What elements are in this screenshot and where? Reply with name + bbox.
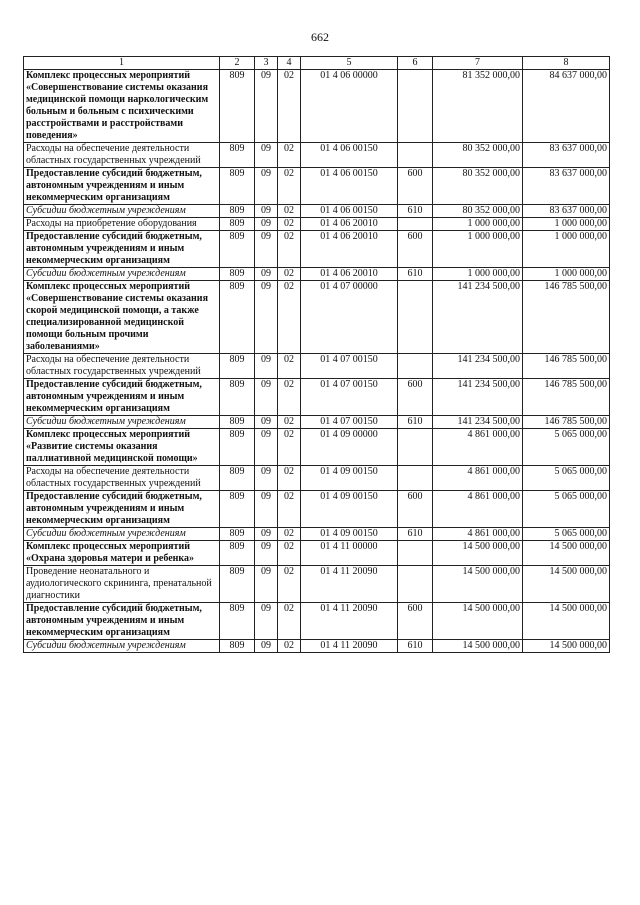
table-row xyxy=(24,603,610,640)
expense-type-cell: 610 xyxy=(398,640,433,653)
expense-name-cell: Расходы на приобретение оборудования xyxy=(24,218,220,231)
expense-name-cell: Субсидии бюджетным учреждениям xyxy=(24,268,220,281)
amount-year1-cell: 141 234 500,00 xyxy=(433,379,523,416)
section-code-cell: 09 xyxy=(255,70,278,143)
section-code-cell: 09 xyxy=(255,466,278,491)
amount-year2-cell: 84 637 000,00 xyxy=(523,70,610,143)
ministry-code-cell: 809 xyxy=(220,416,255,429)
section-code-cell: 09 xyxy=(255,268,278,281)
section-code-cell: 09 xyxy=(255,205,278,218)
subsection-code-cell: 02 xyxy=(278,541,301,566)
section-code-cell: 09 xyxy=(255,416,278,429)
section-code-cell: 09 xyxy=(255,541,278,566)
subsection-code-cell: 02 xyxy=(278,218,301,231)
amount-year2-cell: 1 000 000,00 xyxy=(523,231,610,268)
subsection-code-cell: 02 xyxy=(278,379,301,416)
ministry-code-cell: 809 xyxy=(220,541,255,566)
expense-type-cell xyxy=(398,429,433,466)
expense-name-cell: Предоставление субсидий бюджетным, автономным учреждениям и иным некоммерческим организациям xyxy=(24,168,220,205)
amount-year1-cell: 4 861 000,00 xyxy=(433,429,523,466)
section-code-cell: 09 xyxy=(255,528,278,541)
subsection-code-cell: 02 xyxy=(278,640,301,653)
expense-type-cell: 600 xyxy=(398,603,433,640)
subsection-code-cell: 02 xyxy=(278,70,301,143)
ministry-code-cell: 809 xyxy=(220,231,255,268)
expense-name-cell: Комплекс процессных мероприятий «Развитие системы оказания паллиативной медицинской помощи» xyxy=(24,429,220,466)
expense-name-cell: Субсидии бюджетным учреждениям xyxy=(24,205,220,218)
amount-year1-cell: 4 861 000,00 xyxy=(433,491,523,528)
section-code-cell: 09 xyxy=(255,281,278,354)
amount-year2-cell: 1 000 000,00 xyxy=(523,218,610,231)
expense-name-cell: Проведение неонатального и аудиологического скрининга, пренатальной диагностики xyxy=(24,566,220,603)
section-code-cell: 09 xyxy=(255,354,278,379)
column-header: 1 xyxy=(24,57,220,70)
subsection-code-cell: 02 xyxy=(278,143,301,168)
subsection-code-cell: 02 xyxy=(278,281,301,354)
table-row xyxy=(24,541,610,566)
ministry-code-cell: 809 xyxy=(220,491,255,528)
ministry-code-cell: 809 xyxy=(220,466,255,491)
column-header: 5 xyxy=(301,57,398,70)
amount-year2-cell: 83 637 000,00 xyxy=(523,205,610,218)
amount-year2-cell: 1 000 000,00 xyxy=(523,268,610,281)
table-row xyxy=(24,281,610,354)
subsection-code-cell: 02 xyxy=(278,354,301,379)
ministry-code-cell: 809 xyxy=(220,429,255,466)
ministry-code-cell: 809 xyxy=(220,640,255,653)
section-code-cell: 09 xyxy=(255,603,278,640)
ministry-code-cell: 809 xyxy=(220,218,255,231)
column-header: 6 xyxy=(398,57,433,70)
table-row xyxy=(24,640,610,653)
subsection-code-cell: 02 xyxy=(278,566,301,603)
target-article-cell: 01 4 11 00000 xyxy=(301,541,398,566)
expense-type-cell xyxy=(398,354,433,379)
expense-name-cell: Предоставление субсидий бюджетным, автономным учреждениям и иным некоммерческим организациям xyxy=(24,491,220,528)
ministry-code-cell: 809 xyxy=(220,168,255,205)
target-article-cell: 01 4 07 00150 xyxy=(301,379,398,416)
target-article-cell: 01 4 09 00000 xyxy=(301,429,398,466)
subsection-code-cell: 02 xyxy=(278,466,301,491)
expense-name-cell: Субсидии бюджетным учреждениям xyxy=(24,640,220,653)
expense-type-cell xyxy=(398,541,433,566)
table-body xyxy=(24,70,610,653)
target-article-cell: 01 4 07 00150 xyxy=(301,354,398,379)
expense-type-cell xyxy=(398,143,433,168)
expense-type-cell: 610 xyxy=(398,528,433,541)
amount-year2-cell: 5 065 000,00 xyxy=(523,466,610,491)
amount-year1-cell: 4 861 000,00 xyxy=(433,528,523,541)
subsection-code-cell: 02 xyxy=(278,205,301,218)
table-row xyxy=(24,354,610,379)
section-code-cell: 09 xyxy=(255,429,278,466)
expense-name-cell: Предоставление субсидий бюджетным, автономным учреждениям и иным некоммерческим организациям xyxy=(24,379,220,416)
target-article-cell: 01 4 09 00150 xyxy=(301,528,398,541)
expense-type-cell: 610 xyxy=(398,268,433,281)
amount-year2-cell: 14 500 000,00 xyxy=(523,603,610,640)
table-row xyxy=(24,379,610,416)
section-code-cell: 09 xyxy=(255,168,278,205)
ministry-code-cell: 809 xyxy=(220,205,255,218)
expense-type-cell: 600 xyxy=(398,231,433,268)
target-article-cell: 01 4 07 00000 xyxy=(301,281,398,354)
column-numbers-row xyxy=(24,57,610,70)
column-header: 4 xyxy=(278,57,301,70)
amount-year2-cell: 146 785 500,00 xyxy=(523,354,610,379)
page-number: 662 xyxy=(311,30,329,44)
subsection-code-cell: 02 xyxy=(278,429,301,466)
amount-year2-cell: 14 500 000,00 xyxy=(523,640,610,653)
expense-name-cell: Расходы на обеспечение деятельности областных государственных учреждений xyxy=(24,143,220,168)
ministry-code-cell: 809 xyxy=(220,281,255,354)
ministry-code-cell: 809 xyxy=(220,528,255,541)
target-article-cell: 01 4 07 00150 xyxy=(301,416,398,429)
amount-year1-cell: 80 352 000,00 xyxy=(433,205,523,218)
target-article-cell: 01 4 06 00150 xyxy=(301,168,398,205)
expense-type-cell xyxy=(398,566,433,603)
amount-year1-cell: 1 000 000,00 xyxy=(433,268,523,281)
amount-year2-cell: 5 065 000,00 xyxy=(523,491,610,528)
expense-type-cell: 610 xyxy=(398,416,433,429)
section-code-cell: 09 xyxy=(255,143,278,168)
table-row xyxy=(24,429,610,466)
amount-year1-cell: 14 500 000,00 xyxy=(433,640,523,653)
column-header: 7 xyxy=(433,57,523,70)
table-row xyxy=(24,70,610,143)
section-code-cell: 09 xyxy=(255,566,278,603)
table-row xyxy=(24,168,610,205)
amount-year1-cell: 4 861 000,00 xyxy=(433,466,523,491)
ministry-code-cell: 809 xyxy=(220,379,255,416)
section-code-cell: 09 xyxy=(255,218,278,231)
amount-year2-cell: 83 637 000,00 xyxy=(523,143,610,168)
ministry-code-cell: 809 xyxy=(220,603,255,640)
expense-type-cell: 600 xyxy=(398,379,433,416)
amount-year2-cell: 14 500 000,00 xyxy=(523,566,610,603)
ministry-code-cell: 809 xyxy=(220,268,255,281)
amount-year2-cell: 5 065 000,00 xyxy=(523,528,610,541)
subsection-code-cell: 02 xyxy=(278,491,301,528)
expense-name-cell: Комплекс процессных мероприятий «Совершенствование системы оказания медицинской помощи наркологическим больным и больным с психическими расстройствами и расстройствами поведения» xyxy=(24,70,220,143)
amount-year1-cell: 80 352 000,00 xyxy=(433,143,523,168)
column-header: 2 xyxy=(220,57,255,70)
target-article-cell: 01 4 06 00150 xyxy=(301,143,398,168)
expense-name-cell: Комплекс процессных мероприятий «Охрана здоровья матери и ребенка» xyxy=(24,541,220,566)
target-article-cell: 01 4 09 00150 xyxy=(301,491,398,528)
expense-name-cell: Комплекс процессных мероприятий «Совершенствование системы оказания скорой медицинской помощи, а также специализированной медицинской помощи больным прочими заболеваниями» xyxy=(24,281,220,354)
table-row xyxy=(24,268,610,281)
amount-year2-cell: 5 065 000,00 xyxy=(523,429,610,466)
expense-type-cell xyxy=(398,218,433,231)
subsection-code-cell: 02 xyxy=(278,603,301,640)
target-article-cell: 01 4 11 20090 xyxy=(301,603,398,640)
expense-name-cell: Субсидии бюджетным учреждениям xyxy=(24,528,220,541)
table-row xyxy=(24,218,610,231)
amount-year1-cell: 80 352 000,00 xyxy=(433,168,523,205)
amount-year1-cell: 14 500 000,00 xyxy=(433,566,523,603)
expense-type-cell: 600 xyxy=(398,491,433,528)
ministry-code-cell: 809 xyxy=(220,143,255,168)
ministry-code-cell: 809 xyxy=(220,566,255,603)
subsection-code-cell: 02 xyxy=(278,268,301,281)
amount-year2-cell: 83 637 000,00 xyxy=(523,168,610,205)
subsection-code-cell: 02 xyxy=(278,528,301,541)
target-article-cell: 01 4 11 20090 xyxy=(301,640,398,653)
amount-year1-cell: 141 234 500,00 xyxy=(433,281,523,354)
expense-type-cell: 610 xyxy=(398,205,433,218)
amount-year1-cell: 1 000 000,00 xyxy=(433,231,523,268)
amount-year1-cell: 14 500 000,00 xyxy=(433,603,523,640)
amount-year2-cell: 146 785 500,00 xyxy=(523,416,610,429)
expense-name-cell: Расходы на обеспечение деятельности областных государственных учреждений xyxy=(24,466,220,491)
amount-year1-cell: 81 352 000,00 xyxy=(433,70,523,143)
target-article-cell: 01 4 06 20010 xyxy=(301,268,398,281)
section-code-cell: 09 xyxy=(255,379,278,416)
section-code-cell: 09 xyxy=(255,491,278,528)
ministry-code-cell: 809 xyxy=(220,354,255,379)
amount-year1-cell: 141 234 500,00 xyxy=(433,354,523,379)
target-article-cell: 01 4 11 20090 xyxy=(301,566,398,603)
subsection-code-cell: 02 xyxy=(278,231,301,268)
target-article-cell: 01 4 06 00150 xyxy=(301,205,398,218)
expense-name-cell: Расходы на обеспечение деятельности областных государственных учреждений xyxy=(24,354,220,379)
target-article-cell: 01 4 06 20010 xyxy=(301,231,398,268)
expense-type-cell: 600 xyxy=(398,168,433,205)
section-code-cell: 09 xyxy=(255,231,278,268)
ministry-code-cell: 809 xyxy=(220,70,255,143)
target-article-cell: 01 4 09 00150 xyxy=(301,466,398,491)
subsection-code-cell: 02 xyxy=(278,416,301,429)
column-header: 3 xyxy=(255,57,278,70)
expense-name-cell: Субсидии бюджетным учреждениям xyxy=(24,416,220,429)
expense-type-cell xyxy=(398,466,433,491)
amount-year1-cell: 1 000 000,00 xyxy=(433,218,523,231)
expense-type-cell xyxy=(398,70,433,143)
table-row xyxy=(24,491,610,528)
expense-name-cell: Предоставление субсидий бюджетным, автономным учреждениям и иным некоммерческим организациям xyxy=(24,603,220,640)
table-row xyxy=(24,205,610,218)
amount-year2-cell: 146 785 500,00 xyxy=(523,281,610,354)
table-row xyxy=(24,231,610,268)
target-article-cell: 01 4 06 20010 xyxy=(301,218,398,231)
table-row xyxy=(24,466,610,491)
table-row xyxy=(24,416,610,429)
amount-year2-cell: 14 500 000,00 xyxy=(523,541,610,566)
amount-year1-cell: 14 500 000,00 xyxy=(433,541,523,566)
table-row xyxy=(24,143,610,168)
subsection-code-cell: 02 xyxy=(278,168,301,205)
expense-name-cell: Предоставление субсидий бюджетным, автономным учреждениям и иным некоммерческим организациям xyxy=(24,231,220,268)
table-row xyxy=(24,566,610,603)
target-article-cell: 01 4 06 00000 xyxy=(301,70,398,143)
column-header: 8 xyxy=(523,57,610,70)
budget-table xyxy=(23,56,610,653)
amount-year2-cell: 146 785 500,00 xyxy=(523,379,610,416)
section-code-cell: 09 xyxy=(255,640,278,653)
expense-type-cell xyxy=(398,281,433,354)
table-row xyxy=(24,528,610,541)
amount-year1-cell: 141 234 500,00 xyxy=(433,416,523,429)
